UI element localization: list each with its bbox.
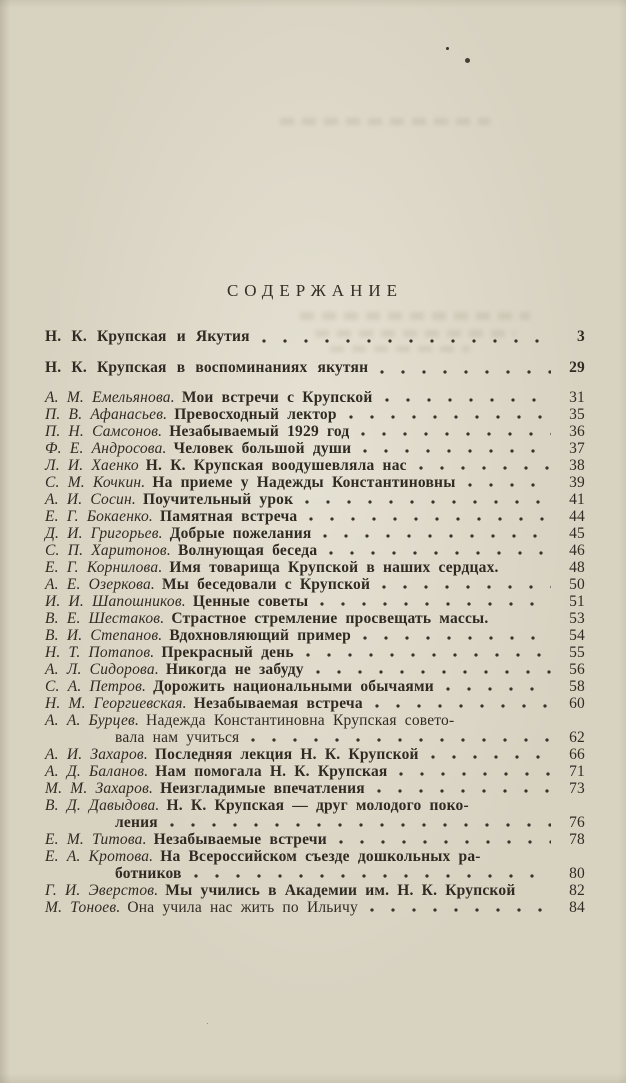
entry-author: А. Е. Озеркова. xyxy=(45,576,155,593)
dot-leader xyxy=(329,551,551,555)
dot-leader xyxy=(306,653,551,657)
toc-entry xyxy=(45,678,585,695)
entry-page-number: 78 xyxy=(569,831,585,848)
entry-page-number: 38 xyxy=(569,457,585,474)
entry-author: А. Д. Баланов. xyxy=(45,763,149,780)
dot-leader xyxy=(320,602,551,606)
entry-page-number: 66 xyxy=(569,746,585,763)
entry-author: Г. И. Эверстов. xyxy=(45,882,159,899)
entry-author: Л. И. Хаенко xyxy=(45,457,139,474)
entry-title: На приеме у Надежды Константиновны xyxy=(152,474,456,491)
entry-title: Имя товарища Крупской в наших сердцах. xyxy=(169,559,499,576)
entry-page-number: 84 xyxy=(569,899,585,916)
dot-leader xyxy=(466,721,551,725)
entry-page-number: 62 xyxy=(569,729,585,746)
entry-title: Превосходный лектор xyxy=(174,406,337,423)
entry-title: Последняя лекция Н. К. Крупской xyxy=(154,746,419,763)
toc-entry xyxy=(45,644,585,661)
entry-author: Е. А. Кротова. xyxy=(45,848,154,865)
toc-entry xyxy=(45,661,585,678)
toc-entry xyxy=(45,457,585,474)
section-title: Н. К. Крупская и Якутия xyxy=(45,328,250,345)
dot-leader xyxy=(349,415,551,419)
dot-leader xyxy=(511,568,551,572)
toc-entry xyxy=(45,559,585,576)
section-page-number: 3 xyxy=(577,328,585,345)
entry-author: П. В. Афанасьев. xyxy=(45,406,168,423)
entry-page-number: 55 xyxy=(569,644,585,661)
toc-entry xyxy=(45,712,585,729)
dot-leader xyxy=(363,449,551,453)
entry-title: Волнующая беседа xyxy=(177,542,318,559)
entry-title: Человек большой души xyxy=(173,440,352,457)
entry-page-number: 41 xyxy=(569,491,585,508)
toc-entry xyxy=(45,746,585,763)
entry-author: Е. М. Титова. xyxy=(45,831,147,848)
toc-entry xyxy=(45,848,585,865)
entry-title: Мы беседовали с Крупской xyxy=(161,576,371,593)
toc-entries xyxy=(45,389,585,916)
entry-author: М. М. Захаров. xyxy=(45,780,154,797)
entry-title: Никогда не забуду xyxy=(165,661,304,678)
dot-leader xyxy=(446,687,551,691)
entry-page-number: 51 xyxy=(569,593,585,610)
dot-leader xyxy=(370,908,551,912)
dot-leader xyxy=(339,840,551,844)
entry-author: М. Тоноев. xyxy=(45,899,121,916)
toc-entry xyxy=(45,491,585,508)
dot-leader xyxy=(194,874,551,878)
dot-leader xyxy=(262,339,551,343)
entry-author: А. И. Захаров. xyxy=(45,746,148,763)
toc-entry xyxy=(45,814,585,831)
entry-title: Страстное стремление просвещать массы. xyxy=(171,610,489,627)
entry-page-number: 36 xyxy=(569,423,585,440)
toc-entry xyxy=(45,797,585,814)
dot-leader xyxy=(481,806,551,810)
dot-leader xyxy=(431,755,551,759)
entry-title: Мы учились в Академии им. Н. К. Крупской xyxy=(165,882,516,899)
toc-entry xyxy=(45,440,585,457)
toc-section-krupskaya-and-yakutia xyxy=(45,327,585,347)
dot-leader xyxy=(361,432,551,436)
toc-entry xyxy=(45,610,585,627)
entry-title: Мои встречи с Крупской xyxy=(181,389,373,406)
entry-title: Памятная встреча xyxy=(159,508,298,525)
entry-page-number: 45 xyxy=(569,525,585,542)
toc-entry xyxy=(45,831,585,848)
reverse-page-show-through xyxy=(300,312,530,320)
entry-title: Вдохновляющий пример xyxy=(169,627,351,644)
toc-entry xyxy=(45,695,585,712)
dot-leader xyxy=(385,398,551,402)
entry-author: Е. Г. Бокаенко. xyxy=(45,508,153,525)
entry-title: ления xyxy=(115,814,158,831)
dot-leader xyxy=(309,517,551,521)
entry-page-number: 76 xyxy=(569,814,585,831)
dot-leader xyxy=(363,636,551,640)
entry-title: Поучительный урок xyxy=(142,491,294,508)
toc-entry xyxy=(45,474,585,491)
toc-entry xyxy=(45,525,585,542)
entry-title: Добрые пожелания xyxy=(169,525,312,542)
dot-leader xyxy=(316,670,551,674)
toc-entry xyxy=(45,882,585,899)
toc-entry xyxy=(45,406,585,423)
entry-page-number: 82 xyxy=(569,882,585,899)
entry-title: Прекрасный день xyxy=(161,644,294,661)
dot-leader xyxy=(375,704,551,708)
entry-author: Н. М. Георгиевская. xyxy=(45,695,187,712)
entry-page-number: 46 xyxy=(569,542,585,559)
entry-page-number: 39 xyxy=(569,474,585,491)
entry-title: вала нам учиться xyxy=(115,729,240,746)
entry-author: И. И. Шапошников. xyxy=(45,593,186,610)
entry-author: Е. Г. Корнилова. xyxy=(45,559,163,576)
entry-page-number: 60 xyxy=(569,695,585,712)
entry-title: Незабываемый 1929 год xyxy=(169,423,350,440)
entry-title: Ценные советы xyxy=(192,593,309,610)
entry-author: Ф. Е. Андросова. xyxy=(45,440,167,457)
entry-page-number: 37 xyxy=(569,440,585,457)
entry-title: ботников xyxy=(115,865,182,882)
entry-title: Она учила нас жить по Ильичу xyxy=(127,899,358,916)
toc-entry xyxy=(45,763,585,780)
entry-title: Незабываемая встреча xyxy=(193,695,363,712)
dot-leader xyxy=(305,500,551,504)
toc-entry xyxy=(45,576,585,593)
entry-author: В. Е. Шестаков. xyxy=(45,610,165,627)
entry-title: На Всероссийском съезде дошкольных ра- xyxy=(160,848,481,865)
entry-author: С. П. Харитонов. xyxy=(45,542,171,559)
entry-page-number: 35 xyxy=(569,406,585,423)
entry-author: Д. И. Григорьев. xyxy=(45,525,163,542)
dot-leader xyxy=(377,789,551,793)
dot-leader xyxy=(170,823,551,827)
entry-title: Дорожить национальными обычаями xyxy=(153,678,434,695)
dot-leader xyxy=(323,534,551,538)
entry-author: А. Л. Сидорова. xyxy=(45,661,159,678)
entry-page-number: 53 xyxy=(569,610,585,627)
section-page-number: 29 xyxy=(569,359,585,376)
entry-page-number: 71 xyxy=(569,763,585,780)
entry-author: А. А. Бурцев. xyxy=(45,712,140,729)
dot-leader xyxy=(399,772,551,776)
entry-title: Надежда Константиновна Крупская совето- xyxy=(146,712,455,729)
section-title: Н. К. Крупская в воспоминаниях якутян xyxy=(45,359,369,376)
entry-page-number: 50 xyxy=(569,576,585,593)
entry-author: В. Д. Давыдова. xyxy=(45,797,160,814)
toc-entry xyxy=(45,729,585,746)
dot-leader xyxy=(527,891,551,895)
entry-page-number: 48 xyxy=(569,559,585,576)
entry-page-number: 80 xyxy=(569,865,585,882)
toc-entry xyxy=(45,593,585,610)
dot-leader xyxy=(493,857,551,861)
dot-leader xyxy=(500,619,551,623)
entry-page-number: 54 xyxy=(569,627,585,644)
entry-author: С. А. Петров. xyxy=(45,678,147,695)
entry-title: Н. К. Крупская воодушевляла нас xyxy=(145,457,407,474)
entry-title: Незабываемые встречи xyxy=(153,831,327,848)
reverse-page-show-through xyxy=(280,118,490,125)
toc-section-memoirs-of-yakutians xyxy=(45,358,585,378)
dot-leader xyxy=(380,370,551,374)
toc-entry xyxy=(45,899,585,916)
entry-page-number: 58 xyxy=(569,678,585,695)
entry-author: А. М. Емельянова. xyxy=(45,389,175,406)
entry-title: Нам помогала Н. К. Крупская xyxy=(155,763,388,780)
dot-leader xyxy=(468,483,552,487)
entry-page-number: 31 xyxy=(569,389,585,406)
toc-entry xyxy=(45,865,585,882)
page-title: СОДЕРЖАНИЕ xyxy=(226,281,404,300)
entry-author: Н. Т. Потапов. xyxy=(45,644,155,661)
entry-author: В. И. Степанов. xyxy=(45,627,163,644)
entry-title: Н. К. Крупская — друг молодого поко- xyxy=(166,797,469,814)
toc-entry xyxy=(45,389,585,406)
dot-leader xyxy=(251,738,551,742)
entry-page-number: 56 xyxy=(569,661,585,678)
table-of-contents xyxy=(45,327,585,916)
dot-leader xyxy=(419,466,551,470)
toc-entry xyxy=(45,423,585,440)
dot-leader xyxy=(382,585,551,589)
entry-title: Неизгладимые впечатления xyxy=(160,780,365,797)
entry-author: А. И. Сосин. xyxy=(45,491,136,508)
entry-page-number: 44 xyxy=(569,508,585,525)
toc-entry xyxy=(45,627,585,644)
toc-entry xyxy=(45,508,585,525)
entry-page-number: 73 xyxy=(569,780,585,797)
entry-author: П. Н. Самсонов. xyxy=(45,423,163,440)
toc-entry xyxy=(45,542,585,559)
entry-author: С. М. Кочкин. xyxy=(45,474,146,491)
paper-specks xyxy=(446,47,449,50)
toc-entry xyxy=(45,780,585,797)
